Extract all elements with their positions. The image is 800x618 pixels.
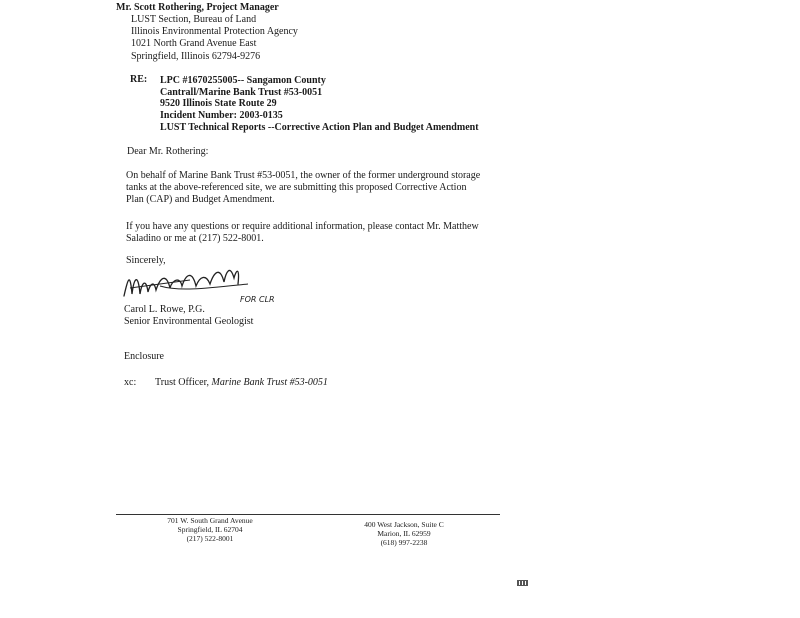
re-line-4: Incident Number: 2003-0135 xyxy=(160,110,283,121)
footer-left-address xyxy=(160,516,260,543)
closing: Sincerely, xyxy=(126,255,166,266)
footer-left-line3: (217) 522-8001 xyxy=(186,534,234,543)
re-line-2: Cantrall/Marine Bank Trust #53-0051 xyxy=(160,87,323,98)
re-line-1: LPC #1670255005-- Sangamon County xyxy=(160,75,326,86)
cc-text: Trust Officer, xyxy=(155,377,212,388)
signer-title: Senior Environmental Geologist xyxy=(124,316,254,327)
recipient-section: LUST Section, Bureau of Land xyxy=(131,14,257,25)
cc-recipient xyxy=(155,377,328,389)
footer-left-line2: Springfield, IL 62704 xyxy=(177,525,243,534)
recipient-street: 1021 North Grand Avenue East xyxy=(131,38,257,49)
body-para1-line2: tanks at the above-referenced site, we are submitting this proposed Corrective Action xyxy=(126,182,467,193)
cc-label: xc: xyxy=(124,377,137,388)
body-para2-line2: Saladino or me at (217) 522-8001. xyxy=(126,233,264,244)
signer-name: Carol L. Rowe, P.G. xyxy=(124,304,205,315)
footer-divider xyxy=(116,514,500,515)
footer-right-line1: 400 West Jackson, Suite C xyxy=(364,520,444,529)
body-para1-line1: On behalf of Marine Bank Trust #53-0051, the owner of the former underground storage xyxy=(126,170,481,181)
re-label: RE: xyxy=(130,74,148,85)
enclosure-note: Enclosure xyxy=(124,351,164,362)
scan-mark xyxy=(517,580,528,586)
body-para2-line1: If you have any questions or require additional information, please contact Mr. Matthew xyxy=(126,221,479,232)
footer-right-line3: (618) 997-2238 xyxy=(380,538,428,547)
re-line-3: 9520 Illinois State Route 29 xyxy=(160,98,277,109)
footer-right-line2: Marion, IL 62959 xyxy=(377,529,431,538)
signature-note: FOR CLR xyxy=(240,295,275,304)
recipient-name: Mr. Scott Rothering, Project Manager xyxy=(116,2,279,13)
recipient-agency: Illinois Environmental Protection Agency xyxy=(131,26,298,37)
body-para1-line3: Plan (CAP) and Budget Amendment. xyxy=(126,194,275,205)
salutation: Dear Mr. Rothering: xyxy=(127,146,209,157)
footer-left-line1: 701 W. South Grand Avenue xyxy=(167,516,253,525)
footer-right-address xyxy=(354,520,454,547)
cc-italic: Marine Bank Trust #53-0051 xyxy=(211,377,328,388)
recipient-city: Springfield, Illinois 62794-9276 xyxy=(131,51,261,62)
re-line-5: LUST Technical Reports --Corrective Action Plan and Budget Amendment xyxy=(160,122,479,133)
